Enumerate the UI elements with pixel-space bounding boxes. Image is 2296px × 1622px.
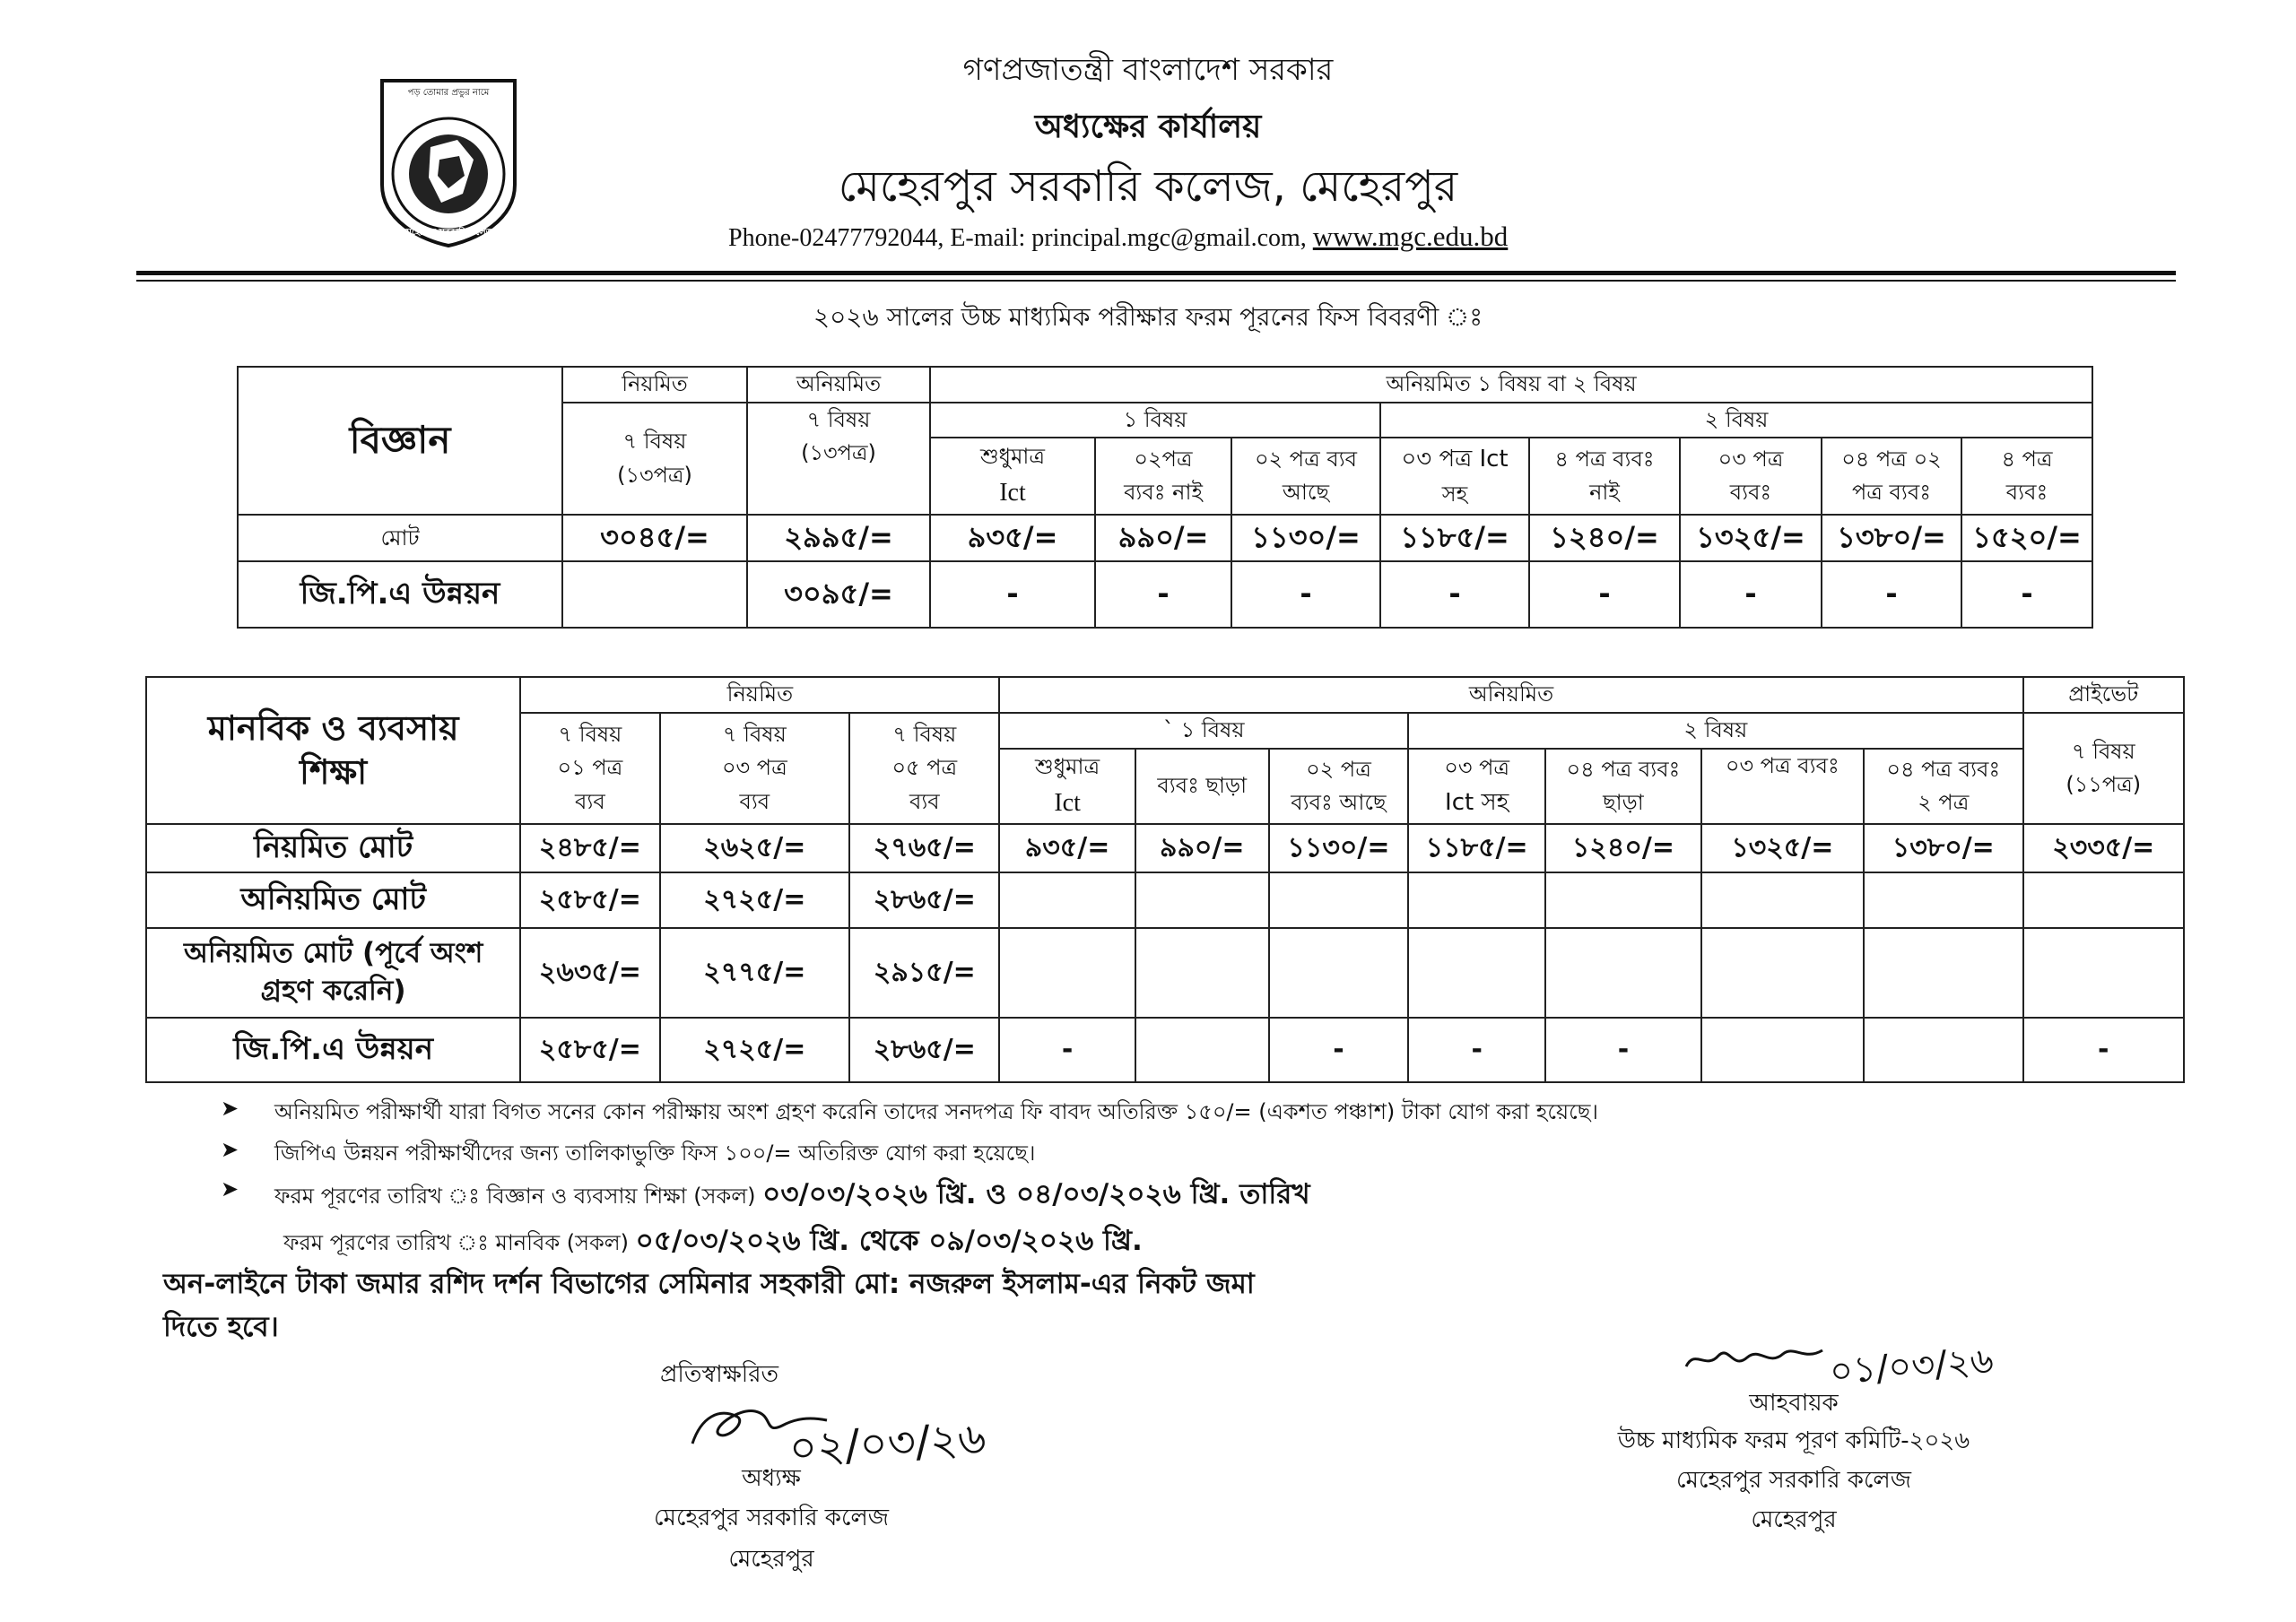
- hum-reg-l1: ৭ বিষয়: [892, 722, 957, 748]
- hum-irr-l1: শুধুমাত্র: [1035, 753, 1100, 779]
- sci-total-cell: ১৩৮০/=: [1822, 515, 1961, 561]
- govt-title: গণপ্রজাতন্ত্রী বাংলাদেশ সরকার: [962, 52, 1334, 88]
- sci-irr-7sub-l2: (১৩পত্র): [801, 440, 876, 466]
- sci-gpa-cell: [562, 561, 747, 628]
- sci-col-l1: ০৪ পত্র ০২: [1841, 447, 1942, 472]
- hum-reg-l2: ০৩ পত্র: [721, 755, 787, 781]
- form-date-science-label: ফরম পূরণের তারিখ ঃ বিজ্ঞান ও ব্যবসায় শিক্ষা (সকল): [274, 1184, 756, 1209]
- bullet-arrow-icon: ➤: [221, 1137, 239, 1162]
- contact-text: Phone-02477792044, E-mail: principal.mgc@gmail.com,: [728, 224, 1307, 252]
- sci-col-l1: ০২ পত্র ব্যব: [1254, 447, 1358, 472]
- sci-reg-7sub-l2: (১৩পত্র): [617, 462, 692, 488]
- sci-col-l2: নাই: [1589, 480, 1620, 506]
- science-group-label: বিজ্ঞান: [238, 367, 562, 515]
- hum-cell: ১৩৮০/=: [1864, 824, 2022, 872]
- form-date-humanities-dates: ০৫/০৩/২০২৬ খ্রি. থেকে ০৯/০৩/২০২৬ খ্রি.: [635, 1225, 1143, 1257]
- hum-head-private: প্রাইভেট: [2023, 677, 2184, 713]
- sci-col-header: [1231, 438, 1380, 515]
- hum-cell: [1864, 928, 2022, 1018]
- sci-total-cell: ৯৩৫/=: [930, 515, 1095, 561]
- sci-gpa-cell: -: [1380, 561, 1529, 628]
- hum-cell: [1701, 1018, 1864, 1082]
- hum-cell: [1269, 872, 1408, 928]
- hum-cell: ২৭৭৫/=: [660, 928, 850, 1018]
- sci-total-cell: ৯৯০/=: [1095, 515, 1231, 561]
- convener-signature: [1679, 1331, 1831, 1384]
- sci-col-header: [1095, 438, 1231, 515]
- hum-cell: ২৮৬৫/=: [849, 872, 999, 928]
- sci-col-l2: ব্যবঃ: [2005, 480, 2048, 506]
- hum-cell: [1269, 928, 1408, 1018]
- online-note-l1: অন-লাইনে টাকা জমার রশিদ দর্শন বিভাগের সেমিনার সহকারী মো: নজরুল ইসলাম-এর নিকট জমা: [163, 1268, 1255, 1300]
- hum-private-col: [2023, 713, 2184, 824]
- hum-cell: [1408, 872, 1545, 928]
- hum-cell: [1545, 928, 1700, 1018]
- hum-private-l2: (১১পত্র): [2066, 772, 2142, 797]
- sci-col-l1: ০৩ পত্র Ict: [1401, 446, 1509, 473]
- convener-place: মেহেরপুর: [1751, 1506, 1837, 1533]
- hum-cell: [1135, 1018, 1269, 1082]
- hum-row-label: জি.পি.এ উন্নয়ন: [146, 1018, 520, 1082]
- hum-irr-l1: ০৩ পত্র: [1444, 755, 1510, 781]
- sci-gpa-cell: -: [1529, 561, 1680, 628]
- hum-cell: ২৬৩৫/=: [520, 928, 659, 1018]
- hum-irr-col: [1408, 749, 1545, 824]
- sci-gpa-label: জি.পি.এ উন্নয়ন: [238, 561, 562, 628]
- office-title: অধ্যক্ষের কার্যালয়: [1034, 108, 1262, 145]
- hum-cell: ২৮৬৫/=: [849, 1018, 999, 1082]
- sci-gpa-cell: ৩০৯৫/=: [747, 561, 930, 628]
- sci-reg-7sub: [562, 403, 747, 515]
- hum-group-label: [146, 677, 520, 824]
- bullet-arrow-icon: ➤: [221, 1096, 239, 1121]
- hum-irr-l2: Ict: [1054, 788, 1081, 817]
- sci-head-irregular-1-2: অনিয়মিত ১ বিষয় বা ২ বিষয়: [930, 367, 2092, 403]
- sci-gpa-cell: -: [1680, 561, 1822, 628]
- form-date-humanities: [283, 1219, 1143, 1266]
- hum-irr-l2: Ict সহ: [1445, 789, 1509, 817]
- countersigned-label: প্রতিস্বাক্ষরিত: [660, 1361, 779, 1388]
- hum-irr-l2: ব্যবঃ আছে: [1291, 790, 1387, 815]
- sci-col-header: [1529, 438, 1680, 515]
- hum-cell: ১২৪০/=: [1545, 824, 1700, 872]
- hum-reg-l2: ০৫ পত্র: [891, 755, 958, 781]
- hum-irr-col: [1701, 749, 1864, 824]
- header-rule: [136, 271, 2176, 275]
- convener-sign-date: ০১/০৩/২৬: [1828, 1340, 1996, 1393]
- hum-cell: ২৩৩৫/=: [2023, 824, 2184, 872]
- sci-total-cell: ১৫২০/=: [1961, 515, 2092, 561]
- hum-cell: ৯৩৫/=: [999, 824, 1135, 872]
- sci-gpa-cell: -: [1961, 561, 2092, 628]
- hum-group-l2: শিক্ষা: [300, 752, 368, 792]
- sci-col-l1: ৪ পত্র: [2001, 447, 2053, 472]
- hum-cell: -: [1545, 1018, 1700, 1082]
- hum-cell: [1408, 928, 1545, 1018]
- header-rule-thin: [136, 280, 2176, 282]
- online-payment-note: [163, 1262, 1255, 1349]
- hum-cell: [1545, 872, 1700, 928]
- hum-cell: [2023, 872, 2184, 928]
- hum-two-subject: ২ বিষয়: [1408, 713, 2022, 749]
- sci-col-l1: ০২পত্র: [1134, 447, 1193, 472]
- hum-reg-col: [849, 713, 999, 824]
- hum-reg-l2: ০১ পত্র: [557, 755, 623, 781]
- hum-irr-col: [1135, 749, 1269, 824]
- sci-total-label: মোট: [238, 515, 562, 561]
- hum-cell: ৯৯০/=: [1135, 824, 1269, 872]
- form-date-science: [274, 1173, 1310, 1219]
- sci-col-l2: ব্যবঃ নাই: [1124, 480, 1203, 506]
- hum-cell: [1135, 872, 1269, 928]
- hum-reg-l3: ব্যব: [909, 788, 940, 814]
- sci-total-cell: ৩০৪৫/=: [562, 515, 747, 561]
- hum-irr-col: [1864, 749, 2022, 824]
- hum-cell: ১১৩০/=: [1269, 824, 1408, 872]
- form-date-science-dates: ০৩/০৩/২০২৬ খ্রি. ও ০৪/০৩/২০২৬ খ্রি. তারিখ: [762, 1178, 1310, 1210]
- hum-reg-l1: ৭ বিষয়: [722, 722, 787, 748]
- sci-col-header: [930, 438, 1095, 515]
- hum-cell: ২৬২৫/=: [660, 824, 850, 872]
- sci-col-l2: পত্র ব্যবঃ: [1851, 480, 1932, 506]
- hum-cell: ২৭৬৫/=: [849, 824, 999, 872]
- sci-gpa-cell: -: [1095, 561, 1231, 628]
- hum-irr-col: [1269, 749, 1408, 824]
- college-title: মেহেরপুর সরকারি কলেজ, মেহেরপুর: [838, 161, 1458, 212]
- sci-head-regular: নিয়মিত: [562, 367, 747, 403]
- bullet-arrow-icon: ➤: [221, 1176, 239, 1201]
- hum-one-subject: ` ১ বিষয়: [999, 713, 1408, 749]
- hum-reg-col: [520, 713, 659, 824]
- hum-cell: [1864, 872, 2022, 928]
- hum-irr-col: [1545, 749, 1700, 824]
- logo-ring-text: মেহেরপুর সরকারি কলেজ: [403, 228, 494, 238]
- hum-reg-l3: ব্যব: [575, 788, 605, 814]
- sci-col-l2: ব্যবঃ: [1729, 480, 1772, 506]
- sci-gpa-cell: -: [1231, 561, 1380, 628]
- hum-cell: ২৫৮৫/=: [520, 872, 659, 928]
- hum-cell: [1701, 872, 1864, 928]
- hum-irr-col: [999, 749, 1135, 824]
- sci-col-header: [1961, 438, 2092, 515]
- hum-cell: [1701, 928, 1864, 1018]
- hum-row-label: [146, 928, 520, 1018]
- sci-two-subject: ২ বিষয়: [1380, 403, 2092, 438]
- hum-head-irregular: অনিয়মিত: [999, 677, 2022, 713]
- sci-col-l2: আছে: [1282, 480, 1330, 506]
- principal-title: অধ্যক্ষ: [742, 1465, 801, 1492]
- hum-cell: [1135, 928, 1269, 1018]
- sci-col-header: [1680, 438, 1822, 515]
- hum-cell: [999, 872, 1135, 928]
- hum-cell: -: [999, 1018, 1135, 1082]
- hum-cell: -: [1408, 1018, 1545, 1082]
- sci-irr-7sub: [747, 403, 930, 515]
- hum-cell: ১৩২৫/=: [1701, 824, 1864, 872]
- website-link[interactable]: www.mgc.edu.bd: [1312, 221, 1509, 252]
- note-item: জিপিএ উন্নয়ন পরীক্ষার্থীদের জন্য তালিকাভুক্তি ফিস ১০০/= অতিরিক্ত যোগ করা হয়েছে।: [274, 1141, 1036, 1166]
- sci-total-cell: ১২৪০/=: [1529, 515, 1680, 561]
- sci-total-cell: ১১৩০/=: [1231, 515, 1380, 561]
- sci-total-cell: ১১৮৫/=: [1380, 515, 1529, 561]
- sci-total-cell: ২৯৯৫/=: [747, 515, 930, 561]
- science-fee-table: [237, 366, 2093, 629]
- hum-cell: -: [1269, 1018, 1408, 1082]
- convener-org: মেহেরপুর সরকারি কলেজ: [1675, 1467, 1912, 1494]
- sci-head-irregular: অনিয়মিত: [747, 367, 930, 403]
- hum-irr-l1: ০২ পত্র: [1306, 756, 1371, 782]
- form-date-humanities-label: ফরম পূরণের তারিখ ঃ মানবিক (সকল): [283, 1230, 630, 1255]
- sci-irr-7sub-l1: ৭ বিষয়: [806, 407, 871, 432]
- sci-col-l2: Ict: [999, 479, 1026, 507]
- hum-cell: ২৯১৫/=: [849, 928, 999, 1018]
- principal-org: মেহেরপুর সরকারি কলেজ: [653, 1505, 890, 1531]
- hum-irr-l1: ০৪ পত্র ব্যবঃ: [1886, 756, 2001, 782]
- hum-cell: ২৭২৫/=: [660, 1018, 850, 1082]
- hum-reg-col: [660, 713, 850, 824]
- logo-top-text: পড় তোমার প্রভুর নামে: [407, 88, 490, 98]
- hum-irr-l1: ০৪ পত্র ব্যবঃ: [1566, 756, 1681, 782]
- hum-cell: [1864, 1018, 2022, 1082]
- principal-sign-date: ০২/০৩/২৬: [787, 1413, 987, 1474]
- sci-col-l2: সহ: [1441, 481, 1468, 507]
- sci-gpa-cell: -: [930, 561, 1095, 628]
- hum-cell: -: [2023, 1018, 2184, 1082]
- sci-gpa-cell: -: [1822, 561, 1961, 628]
- hum-row-label: নিয়মিত মোট: [146, 824, 520, 872]
- sci-one-subject: ১ বিষয়: [930, 403, 1380, 438]
- sci-col-l1: ০৩ পত্র: [1718, 447, 1784, 472]
- principal-place: মেহেরপুর: [728, 1546, 814, 1573]
- contact-line: [728, 221, 1625, 253]
- hum-reg-l1: ৭ বিষয়: [558, 722, 622, 748]
- sci-col-l1: ৪ পত্র ব্যবঃ: [1554, 447, 1655, 472]
- sci-col-header: [1822, 438, 1961, 515]
- hum-cell: ১১৮৫/=: [1408, 824, 1545, 872]
- hum-row-label-l2: গ্রহণ করেনি): [260, 975, 406, 1007]
- hum-group-l1: মানবিক ও ব্যবসায়: [207, 707, 459, 748]
- college-logo: [377, 77, 520, 247]
- hum-cell: [999, 928, 1135, 1018]
- hum-reg-l3: ব্যব: [739, 788, 770, 814]
- hum-cell: ২৪৮৫/=: [520, 824, 659, 872]
- hum-irr-l1: ০৩ পত্র ব্যবঃ: [1725, 753, 1839, 778]
- hum-irr-l2: ২ পত্র: [1918, 790, 1970, 815]
- hum-cell: [2023, 928, 2184, 1018]
- hum-irr-l2: ছাড়া: [1603, 790, 1644, 815]
- sci-col-header: [1380, 438, 1529, 515]
- hum-row-label: অনিয়মিত মোট: [146, 872, 520, 928]
- hum-head-regular: নিয়মিত: [520, 677, 999, 713]
- convener-title: আহবায়ক: [1749, 1390, 1839, 1417]
- page-title: ২০২৬ সালের উচ্চ মাধ্যমিক পরীক্ষার ফরম পূরনের ফিস বিবরণী ঃ: [813, 302, 1483, 332]
- hum-private-l1: ৭ বিষয়: [2071, 738, 2135, 764]
- humanities-fee-table: [145, 676, 2185, 1083]
- sci-col-l1: শুধুমাত্র: [979, 443, 1046, 469]
- hum-row-label-l1: অনিয়মিত মোট (পূর্বে অংশ: [183, 937, 483, 970]
- sci-reg-7sub-l1: ৭ বিষয়: [622, 429, 687, 455]
- hum-cell: ২৭২৫/=: [660, 872, 850, 928]
- hum-cell: ২৫৮৫/=: [520, 1018, 659, 1082]
- online-note-l2: দিতে হবে।: [163, 1311, 279, 1344]
- hum-irr-l1: ব্যবঃ ছাড়া: [1157, 773, 1248, 799]
- note-item: অনিয়মিত পরীক্ষার্থী যারা বিগত সনের কোন পরীক্ষায় অংশ গ্রহণ করেনি তাদের সনদপত্র ফি বাবদ অতিরিক্ত ১৫০/= (একশত পঞ্চাশ) টাকা যোগ করা হয়েছে।: [274, 1099, 1598, 1124]
- convener-committee: উচ্চ মাধ্যমিক ফরম পূরণ কমিটি-২০২৬: [1617, 1427, 1970, 1454]
- sci-total-cell: ১৩২৫/=: [1680, 515, 1822, 561]
